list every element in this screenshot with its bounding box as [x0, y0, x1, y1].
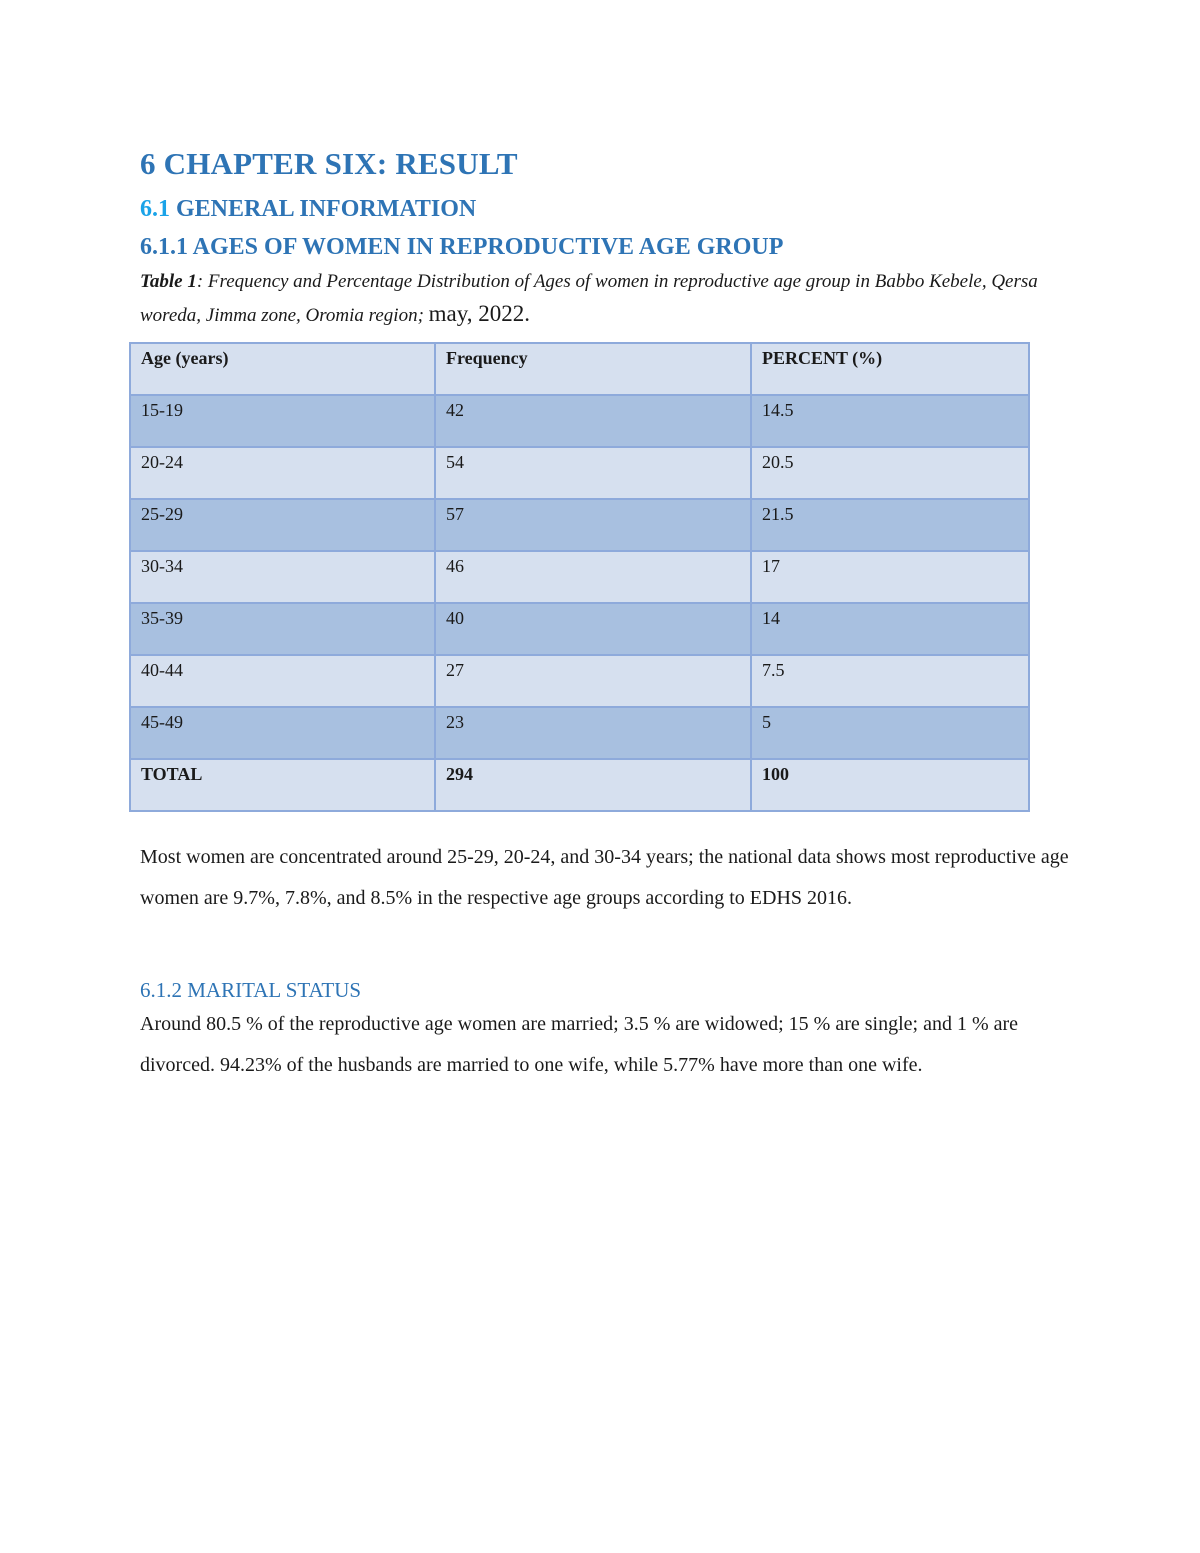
cell-frequency: 27 — [435, 655, 751, 707]
table-row — [130, 551, 1029, 603]
cell-percent: 17 — [751, 551, 1029, 603]
cell-frequency: 46 — [435, 551, 751, 603]
subsection-heading: 6.1.1 AGES OF WOMEN IN REPRODUCTIVE AGE GROUP — [140, 234, 784, 260]
header-age: Age (years) — [130, 343, 435, 395]
cell-frequency: 54 — [435, 447, 751, 499]
cell-age: 30-34 — [130, 551, 435, 603]
cell-frequency: 42 — [435, 395, 751, 447]
header-frequency: Frequency — [435, 343, 751, 395]
caption-label: Table 1 — [140, 271, 197, 292]
cell-frequency: 23 — [435, 707, 751, 759]
table-header-row — [130, 343, 1029, 395]
cell-percent: 14 — [751, 603, 1029, 655]
caption-text: : Frequency and Percentage Distribution of Ages of women in reproductive age group in Babbo Kebele, Qersa woreda, Jimma zone, Oromia region; — [140, 271, 1038, 326]
cell-percent: 5 — [751, 707, 1029, 759]
cell-frequency: 57 — [435, 499, 751, 551]
cell-age: 15-19 — [130, 395, 435, 447]
caption-date: may, 2022. — [428, 301, 531, 326]
total-percent: 100 — [751, 759, 1029, 811]
cell-age: 40-44 — [130, 655, 435, 707]
table-total-row — [130, 759, 1029, 811]
table-row — [130, 447, 1029, 499]
section-heading — [140, 196, 476, 223]
marital-status-heading: 6.1.2 MARITAL STATUS — [140, 978, 362, 1002]
age-summary-paragraph: Most women are concentrated around 25-29, 20-24, and 30-34 years; the national data shows most reproductive age women are 9.7%, 7.8%, and 8.5% in the respective age groups according to EDHS 2016. — [140, 846, 1069, 909]
age-frequency-table — [129, 342, 1030, 812]
cell-age: 25-29 — [130, 499, 435, 551]
table-row — [130, 707, 1029, 759]
table-row — [130, 603, 1029, 655]
table-row — [130, 655, 1029, 707]
table-row — [130, 395, 1029, 447]
marital-status-paragraph: Around 80.5 % of the reproductive age women are married; 3.5 % are widowed; 15 % are single; and 1 % are divorced. 94.23% of the husbands are married to one wife, while 5.77% have more than one wife. — [140, 1013, 1019, 1076]
chapter-title: 6 CHAPTER SIX: RESULT — [140, 146, 518, 181]
header-percent: PERCENT (%) — [751, 343, 1029, 395]
table-caption — [140, 266, 1070, 332]
cell-percent: 7.5 — [751, 655, 1029, 707]
total-frequency: 294 — [435, 759, 751, 811]
cell-age: 20-24 — [130, 447, 435, 499]
cell-age: 45-49 — [130, 707, 435, 759]
section-number: 6.1 — [140, 196, 170, 222]
cell-percent: 21.5 — [751, 499, 1029, 551]
cell-frequency: 40 — [435, 603, 751, 655]
total-label: TOTAL — [130, 759, 435, 811]
cell-percent: 14.5 — [751, 395, 1029, 447]
table-row — [130, 499, 1029, 551]
cell-age: 35-39 — [130, 603, 435, 655]
cell-percent: 20.5 — [751, 447, 1029, 499]
section-title: GENERAL INFORMATION — [170, 196, 477, 222]
